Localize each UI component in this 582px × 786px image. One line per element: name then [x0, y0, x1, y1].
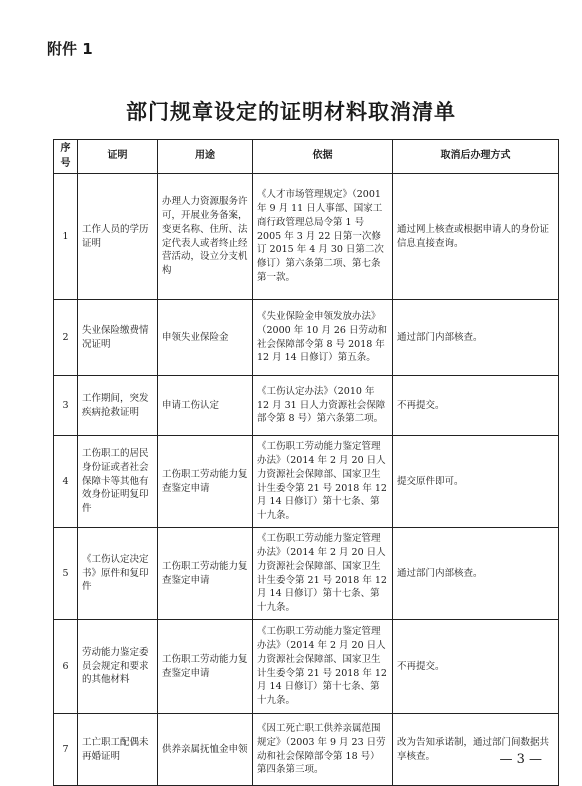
row-certificate: 工作人员的学历证明 — [78, 174, 158, 300]
row-basis: 《工伤职工劳动能力鉴定管理办法》（2014 年 2 月 20 日人力资源社会保障部、国家卫生计生委令第 21 号 2018 年 12 月 14 日修订）第十七条、第十九条。 — [253, 620, 393, 714]
row-index: 7 — [54, 714, 78, 786]
row-use: 工伤职工劳动能力复查鉴定申请 — [158, 620, 253, 714]
header-basis: 依据 — [253, 140, 393, 174]
row-method: 不再提交。 — [393, 376, 559, 436]
row-index: 4 — [54, 436, 78, 528]
row-method: 通过网上核查或根据申请人的身份证信息直接查询。 — [393, 174, 559, 300]
row-basis: 《工伤职工劳动能力鉴定管理办法》（2014 年 2 月 20 日人力资源社会保障部、国家卫生计生委令第 21 号 2018 年 12 月 14 日修订）第十七条、第十九条。 — [253, 436, 393, 528]
certificate-table — [53, 139, 559, 786]
row-method: 通过部门内部核查。 — [393, 528, 559, 620]
table-header-row — [54, 140, 559, 174]
page-title: 部门规章设定的证明材料取消清单 — [126, 99, 456, 124]
row-index: 2 — [54, 300, 78, 376]
row-use: 供养亲属抚恤金申领 — [158, 714, 253, 786]
row-basis: 《工伤职工劳动能力鉴定管理办法》（2014 年 2 月 20 日人力资源社会保障部、国家卫生计生委令第 21 号 2018 年 12 月 14 日修订）第十七条、第十九条。 — [253, 528, 393, 620]
row-method: 不再提交。 — [393, 620, 559, 714]
row-index: 1 — [54, 174, 78, 300]
row-certificate: 《工伤认定决定书》原件和复印件 — [78, 528, 158, 620]
row-method: 提交原件即可。 — [393, 436, 559, 528]
row-basis: 《人才市场管理规定》（2001 年 9 月 11 日人事部、国家工商行政管理总局令第 1 号 2005 年 3 月 22 日第一次修订 2015 年 4 月 30 日第二次修订）第六条第二项、第七条第一款。 — [253, 174, 393, 300]
row-index: 3 — [54, 376, 78, 436]
header-index: 序号 — [54, 140, 78, 174]
row-use: 申领失业保险金 — [158, 300, 253, 376]
row-use: 申请工伤认定 — [158, 376, 253, 436]
row-use: 工伤职工劳动能力复查鉴定申请 — [158, 528, 253, 620]
row-index: 5 — [54, 528, 78, 620]
header-certificate: 证明 — [78, 140, 158, 174]
header-use: 用途 — [158, 140, 253, 174]
header-method: 取消后办理方式 — [393, 140, 559, 174]
table-row — [54, 528, 559, 620]
row-basis: 《失业保险金申领发放办法》（2000 年 10 月 26 日劳动和社会保障部令第 8 号 2018 年 12 月 14 日修订）第五条。 — [253, 300, 393, 376]
table-row — [54, 714, 559, 786]
row-certificate: 劳动能力鉴定委员会规定和要求的其他材料 — [78, 620, 158, 714]
row-basis: 《工伤认定办法》（2010 年 12 月 31 日人力资源社会保障部令第 8 号）第六条第二项。 — [253, 376, 393, 436]
row-certificate: 工亡职工配偶未再婚证明 — [78, 714, 158, 786]
row-certificate: 工伤职工的居民身份证或者社会保障卡等其他有效身份证明复印件 — [78, 436, 158, 528]
row-basis: 《因工死亡职工供养亲属范围规定》（2003 年 9 月 23 日劳动和社会保障部令第 18 号）第四条第三项。 — [253, 714, 393, 786]
table-row — [54, 620, 559, 714]
row-index: 6 — [54, 620, 78, 714]
row-method: 改为告知承诺制，通过部门间数据共享核查。 — [393, 714, 559, 786]
page-number: — 3 — — [499, 752, 542, 767]
row-method: 通过部门内部核查。 — [393, 300, 559, 376]
row-certificate: 工作期间，突发疾病抢救证明 — [78, 376, 158, 436]
table-row — [54, 376, 559, 436]
table-row — [54, 300, 559, 376]
table-row — [54, 436, 559, 528]
table-row — [54, 174, 559, 300]
attachment-label: 附件 1 — [47, 40, 93, 58]
row-use: 工伤职工劳动能力复查鉴定申请 — [158, 436, 253, 528]
row-certificate: 失业保险缴费情况证明 — [78, 300, 158, 376]
row-use: 办理人力资源服务许可，开展业务备案，变更名称、住所、法定代表人或者终止经营活动，设立分支机构 — [158, 174, 253, 300]
